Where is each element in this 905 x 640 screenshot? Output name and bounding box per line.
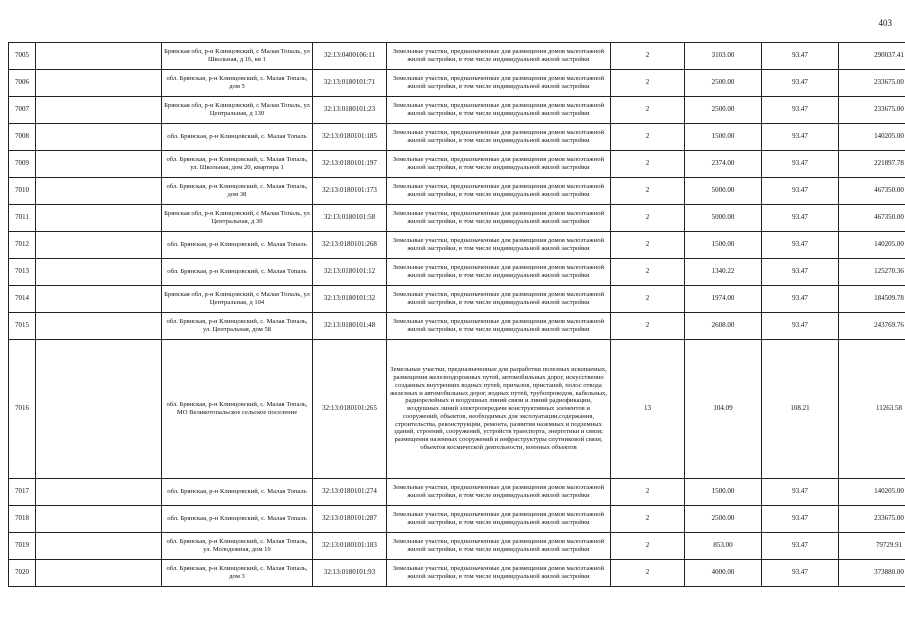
group-cell: 2 (611, 313, 685, 340)
blank-cell (36, 506, 162, 533)
table-row (9, 151, 905, 178)
unit-value-cell: 93.47 (762, 205, 839, 232)
area-cell: 1500.00 (685, 124, 762, 151)
cadastral-value-cell: 125270.36 (839, 259, 905, 286)
land-use-cell: Земельные участки, предназначенные для размещения домов малоэтажной жилой застройки, в том числе индивидуальной жилой застройки (387, 259, 611, 286)
cadastral-value-cell: 140205.00 (839, 124, 905, 151)
cadastral-number-cell: 32:13:0180101:185 (313, 124, 387, 151)
row-number: 7009 (9, 151, 36, 178)
unit-value-cell: 93.47 (762, 506, 839, 533)
row-number: 7013 (9, 259, 36, 286)
row-number: 7019 (9, 533, 36, 560)
cadastral-value-cell: 243769.76 (839, 313, 905, 340)
cadastral-number-cell: 32:13:0180101:173 (313, 178, 387, 205)
page-number: 403 (878, 18, 892, 28)
address-cell: обл. Брянская, р-н Клинцовский, с. Малая Топаль, ул. Молодежная, дом 19 (162, 533, 313, 560)
land-use-cell: Земельные участки, предназначенные для размещения домов малоэтажной жилой застройки, в том числе индивидуальной жилой застройки (387, 70, 611, 97)
cadastral-value-cell: 140205.00 (839, 232, 905, 259)
cadastral-value-cell: 467350.00 (839, 178, 905, 205)
address-cell: обл. Брянская, р-н Клинцовский, с. Малая Топаль (162, 259, 313, 286)
address-cell: Брянская обл, р-н Клинцовский, с Малая Топаль, ул Центральная, д 30 (162, 205, 313, 232)
row-number: 7006 (9, 70, 36, 97)
group-cell: 2 (611, 124, 685, 151)
group-cell: 2 (611, 533, 685, 560)
address-cell: обл. Брянская, р-н Клинцовский, с. Малая Топаль, дом 3 (162, 560, 313, 587)
blank-cell (36, 178, 162, 205)
row-number: 7008 (9, 124, 36, 151)
group-cell: 2 (611, 232, 685, 259)
group-cell: 2 (611, 286, 685, 313)
cadastral-value-cell: 233675.00 (839, 506, 905, 533)
row-number: 7011 (9, 205, 36, 232)
cadastral-number-cell: 32:13:0180101:265 (313, 340, 387, 479)
cadastral-number-cell: 32:13:0180101:287 (313, 506, 387, 533)
unit-value-cell: 93.47 (762, 178, 839, 205)
group-cell: 2 (611, 560, 685, 587)
area-cell: 4000.00 (685, 560, 762, 587)
unit-value-cell: 93.47 (762, 232, 839, 259)
row-number: 7018 (9, 506, 36, 533)
blank-cell (36, 286, 162, 313)
group-cell: 2 (611, 70, 685, 97)
land-use-cell: Земельные участки, предназначенные для размещения домов малоэтажной жилой застройки, в том числе индивидуальной жилой застройки (387, 313, 611, 340)
area-cell: 5000.00 (685, 205, 762, 232)
land-use-cell: Земельные участки, предназначенные для размещения домов малоэтажной жилой застройки, в том числе индивидуальной жилой застройки (387, 178, 611, 205)
cadastral-value-table (8, 42, 905, 587)
area-cell: 1500.00 (685, 479, 762, 506)
area-cell: 5000.00 (685, 178, 762, 205)
land-use-cell: Земельные участки, предназначенные для размещения домов малоэтажной жилой застройки, в том числе индивидуальной жилой застройки (387, 205, 611, 232)
blank-cell (36, 313, 162, 340)
area-cell: 853.00 (685, 533, 762, 560)
area-cell: 3103.00 (685, 43, 762, 70)
table-row (9, 479, 905, 506)
area-cell: 1500.00 (685, 232, 762, 259)
unit-value-cell: 93.47 (762, 286, 839, 313)
table-row (9, 178, 905, 205)
table-row (9, 124, 905, 151)
area-cell: 2608.00 (685, 313, 762, 340)
row-number: 7014 (9, 286, 36, 313)
land-use-cell: Земельные участки, предназначенные для размещения домов малоэтажной жилой застройки, в том числе индивидуальной жилой застройки (387, 97, 611, 124)
land-use-cell: Земельные участки, предназначенные для размещения домов малоэтажной жилой застройки, в том числе индивидуальной жилой застройки (387, 286, 611, 313)
row-number: 7020 (9, 560, 36, 587)
group-cell: 2 (611, 506, 685, 533)
address-cell: Брянская обл, р-н Клинцовский, с Малая Топаль, ул Центральная, д 130 (162, 97, 313, 124)
blank-cell (36, 70, 162, 97)
area-cell: 2500.00 (685, 70, 762, 97)
row-number: 7010 (9, 178, 36, 205)
cadastral-number-cell: 32:13:0180101:93 (313, 560, 387, 587)
land-use-cell: Земельные участки, предназначенные для размещения домов малоэтажной жилой застройки, в том числе индивидуальной жилой застройки (387, 506, 611, 533)
unit-value-cell: 93.47 (762, 533, 839, 560)
area-cell: 2500.00 (685, 97, 762, 124)
group-cell: 2 (611, 479, 685, 506)
group-cell: 13 (611, 340, 685, 479)
blank-cell (36, 340, 162, 479)
blank-cell (36, 124, 162, 151)
area-cell: 2500.00 (685, 506, 762, 533)
cadastral-number-cell: 32:13:0180101:268 (313, 232, 387, 259)
table-row (9, 97, 905, 124)
cadastral-number-cell: 32:13:0180101:23 (313, 97, 387, 124)
group-cell: 2 (611, 259, 685, 286)
unit-value-cell: 108.21 (762, 340, 839, 479)
address-cell: Брянская обл, р-н Клинцовский, с Малая Топаль, ул Школьная, д 16, кв 1 (162, 43, 313, 70)
table-row (9, 286, 905, 313)
row-number: 7016 (9, 340, 36, 479)
blank-cell (36, 259, 162, 286)
land-use-cell: Земельные участки, предназначенные для размещения домов малоэтажной жилой застройки, в том числе индивидуальной жилой застройки (387, 43, 611, 70)
cadastral-number-cell: 32:13:0180101:32 (313, 286, 387, 313)
group-cell: 2 (611, 97, 685, 124)
land-use-cell: Земельные участки, предназначенные для разработки полезных ископаемых, размещения железнодорожных путей, автомобильных дорог, искусственно созданных внутренних водных путей, причалов, пристаней, полос отвода железных и автомобильных дорог, водных путей, трубопроводов, кабельных, радиорелейных и воздушных линий связи и линий радиофикации, воздушных линий электропередачи конструктивных элементов и сооружений, объектов, необходимых для эксплуатации,содержания, строительства, реконструкции, ремонта, развития наземных и подземных зданий, строений, сооружений, устройств транспорта, энергетики и связи; размещения наземных сооружений и инфраструктуры спутниковой связи, объектов космической деятельности, военных объектов (387, 340, 611, 479)
group-cell: 2 (611, 178, 685, 205)
unit-value-cell: 93.47 (762, 43, 839, 70)
group-cell: 2 (611, 205, 685, 232)
table-body (9, 43, 905, 587)
unit-value-cell: 93.47 (762, 479, 839, 506)
table-row (9, 313, 905, 340)
cadastral-number-cell: 32:13:0180101:197 (313, 151, 387, 178)
cadastral-value-cell: 140205.00 (839, 479, 905, 506)
unit-value-cell: 93.47 (762, 313, 839, 340)
unit-value-cell: 93.47 (762, 124, 839, 151)
group-cell: 2 (611, 43, 685, 70)
area-cell: 2374.00 (685, 151, 762, 178)
row-number: 7007 (9, 97, 36, 124)
address-cell: Брянская обл, р-н Клинцовский, с Малая Топаль, ул Центральная, д 104 (162, 286, 313, 313)
unit-value-cell: 93.47 (762, 70, 839, 97)
cadastral-number-cell: 32:13:0400106:11 (313, 43, 387, 70)
table-row (9, 70, 905, 97)
table-row (9, 232, 905, 259)
cadastral-number-cell: 32:13:0180101:58 (313, 205, 387, 232)
land-use-cell: Земельные участки, предназначенные для размещения домов малоэтажной жилой застройки, в том числе индивидуальной жилой застройки (387, 151, 611, 178)
area-cell: 104.09 (685, 340, 762, 479)
address-cell: обл. Брянская, р-н Клинцовский, с. Малая Топаль (162, 232, 313, 259)
address-cell: обл. Брянская, р-н Клинцовский, с. Малая Топаль (162, 479, 313, 506)
cadastral-value-cell: 373880.00 (839, 560, 905, 587)
table-row (9, 340, 905, 479)
address-cell: обл. Брянская, р-н Клинцовский, с. Малая Топаль, ул. Центральная, дом 58 (162, 313, 313, 340)
row-number: 7005 (9, 43, 36, 70)
cadastral-value-cell: 290037.41 (839, 43, 905, 70)
cadastral-value-cell: 467350.00 (839, 205, 905, 232)
unit-value-cell: 93.47 (762, 151, 839, 178)
land-use-cell: Земельные участки, предназначенные для размещения домов малоэтажной жилой застройки, в том числе индивидуальной жилой застройки (387, 232, 611, 259)
area-cell: 1340.22 (685, 259, 762, 286)
cadastral-value-cell: 233675.00 (839, 97, 905, 124)
cadastral-value-cell: 184509.78 (839, 286, 905, 313)
unit-value-cell: 93.47 (762, 259, 839, 286)
table-row (9, 533, 905, 560)
row-number: 7012 (9, 232, 36, 259)
blank-cell (36, 151, 162, 178)
address-cell: обл. Брянская, р-н Клинцовский, с. Малая Топаль, ул. Школьная, дом 20, квартира 1 (162, 151, 313, 178)
cadastral-number-cell: 32:13:0180101:48 (313, 313, 387, 340)
land-use-cell: Земельные участки, предназначенные для размещения домов малоэтажной жилой застройки, в том числе индивидуальной жилой застройки (387, 560, 611, 587)
blank-cell (36, 43, 162, 70)
address-cell: обл. Брянская, р-н Клинцовский, с. Малая Топаль (162, 124, 313, 151)
cadastral-number-cell: 32:13:0180101:274 (313, 479, 387, 506)
address-cell: обл. Брянская, р-н Клинцовский, с. Малая Топаль, дом 38 (162, 178, 313, 205)
row-number: 7015 (9, 313, 36, 340)
table-row (9, 506, 905, 533)
address-cell: обл. Брянская, р-н Клинцовский, с. Малая Топаль, МО Великотопальское сельское поселение (162, 340, 313, 479)
cadastral-value-cell: 233675.00 (839, 70, 905, 97)
blank-cell (36, 97, 162, 124)
unit-value-cell: 93.47 (762, 560, 839, 587)
blank-cell (36, 560, 162, 587)
area-cell: 1974.00 (685, 286, 762, 313)
unit-value-cell: 93.47 (762, 97, 839, 124)
cadastral-value-cell: 221897.78 (839, 151, 905, 178)
cadastral-number-cell: 32:13:0180101:71 (313, 70, 387, 97)
land-use-cell: Земельные участки, предназначенные для размещения домов малоэтажной жилой застройки, в том числе индивидуальной жилой застройки (387, 124, 611, 151)
cadastral-number-cell: 32:13:0180101:183 (313, 533, 387, 560)
blank-cell (36, 232, 162, 259)
table-row (9, 43, 905, 70)
table-row (9, 259, 905, 286)
land-use-cell: Земельные участки, предназначенные для размещения домов малоэтажной жилой застройки, в том числе индивидуальной жилой застройки (387, 533, 611, 560)
group-cell: 2 (611, 151, 685, 178)
cadastral-number-cell: 32:13:0180101:12 (313, 259, 387, 286)
table-row (9, 560, 905, 587)
address-cell: обл. Брянская, р-н Клинцовский, с. Малая Топаль, дом 5 (162, 70, 313, 97)
cadastral-value-cell: 11263.58 (839, 340, 905, 479)
land-use-cell: Земельные участки, предназначенные для размещения домов малоэтажной жилой застройки, в том числе индивидуальной жилой застройки (387, 479, 611, 506)
blank-cell (36, 479, 162, 506)
address-cell: обл. Брянская, р-н Клинцовский, с. Малая Топаль (162, 506, 313, 533)
table-row (9, 205, 905, 232)
blank-cell (36, 205, 162, 232)
row-number: 7017 (9, 479, 36, 506)
blank-cell (36, 533, 162, 560)
cadastral-value-cell: 79729.91 (839, 533, 905, 560)
